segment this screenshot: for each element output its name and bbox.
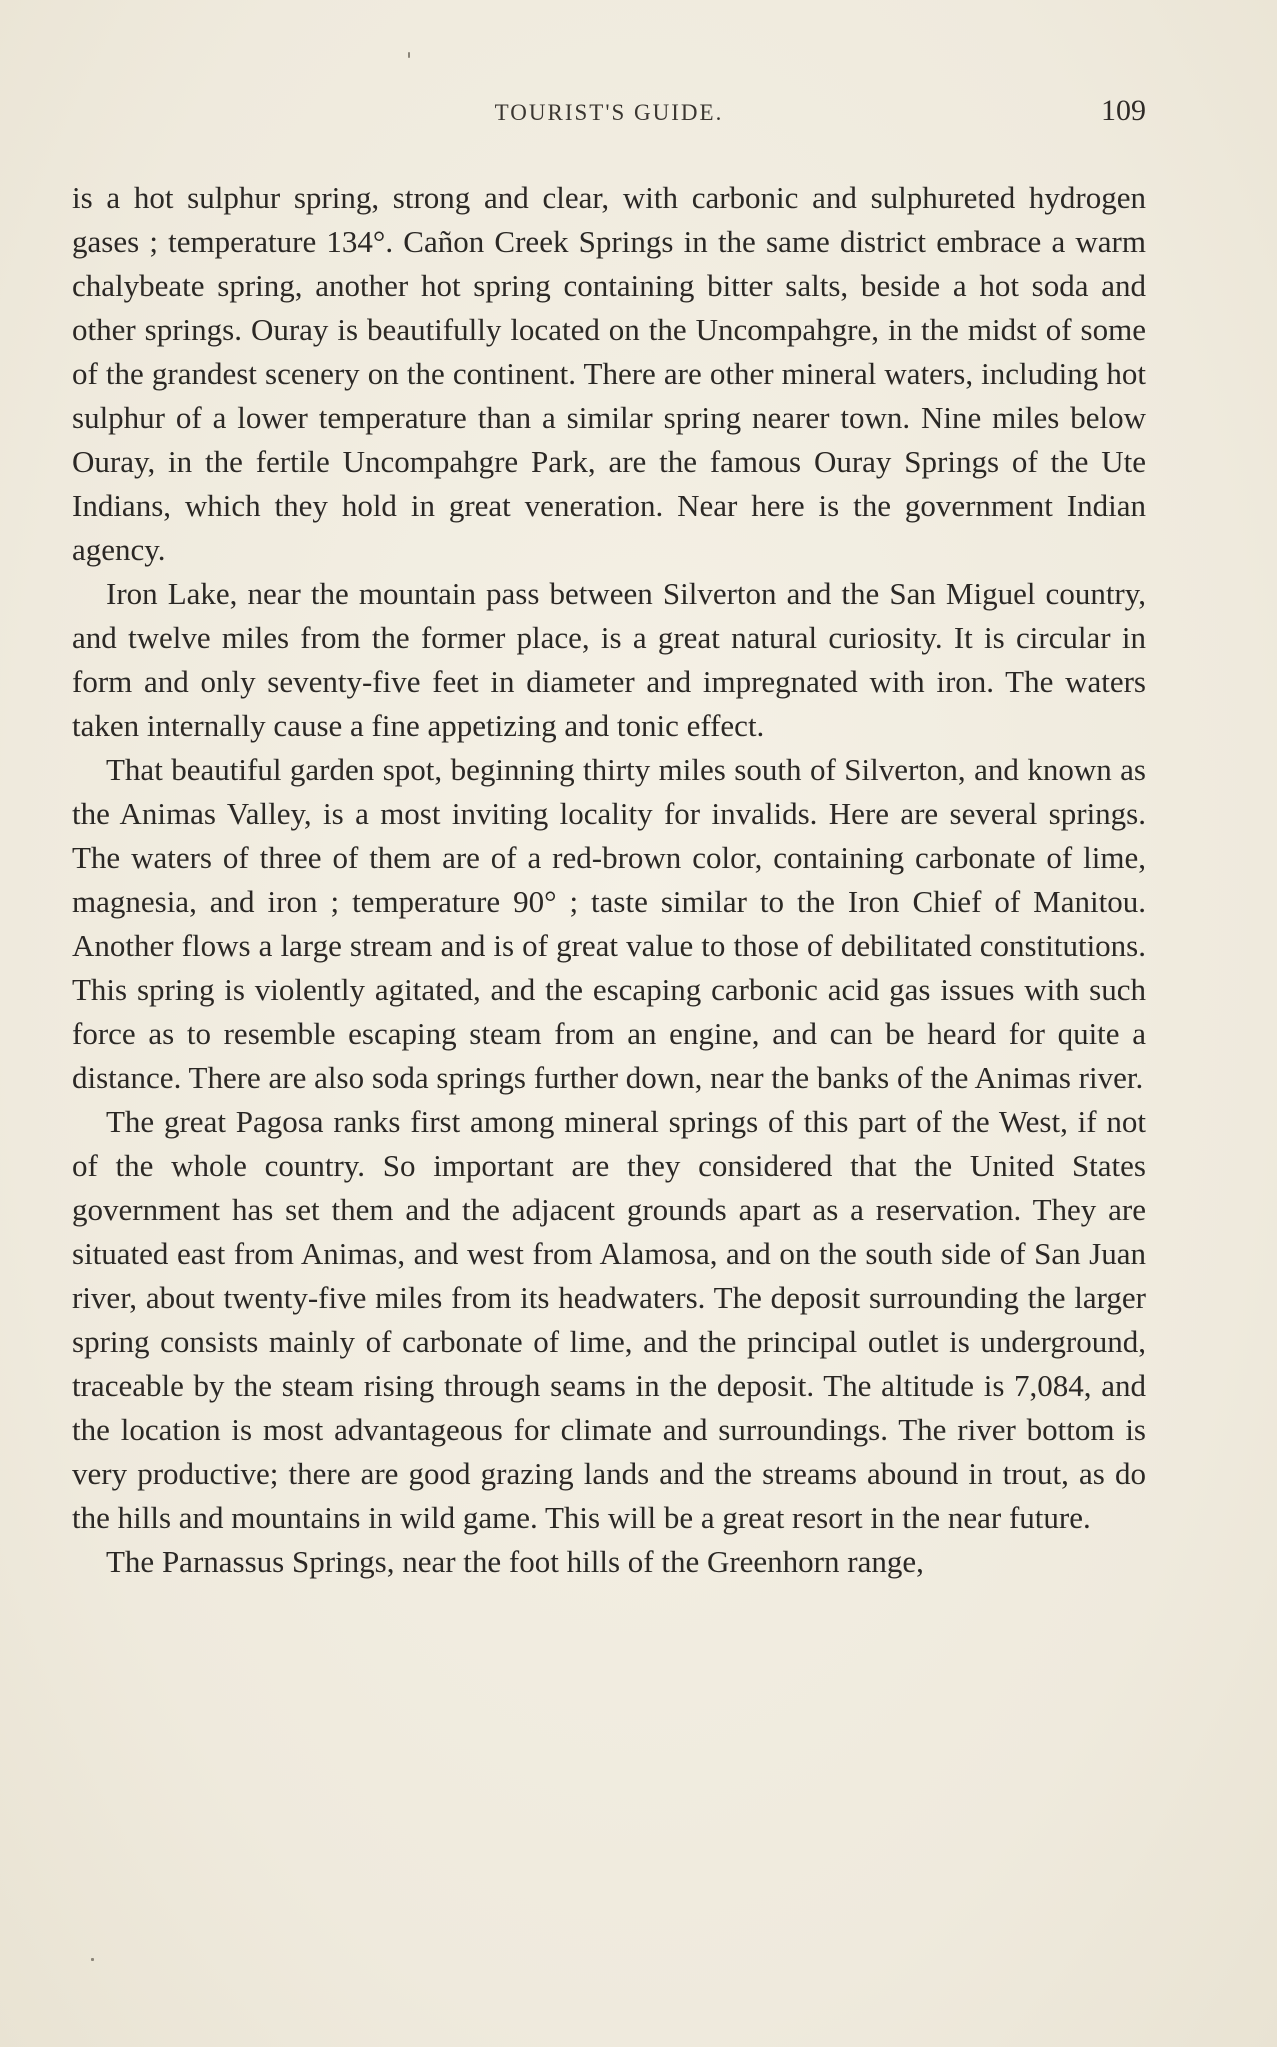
- body-text: [72, 176, 1146, 1584]
- paper-speck: [91, 1958, 94, 1961]
- paragraph: The Parnassus Springs, near the foot hills of the Greenhorn range,: [106, 1544, 924, 1579]
- paragraph: Iron Lake, near the mountain pass between Silverton and the San Miguel country, and twelve miles from the former place, is a great natural curiosity. It is circular in form and only seventy-five feet in diameter and impregnated with iron. The waters taken internally cause a fine appetizing and tonic effect.: [72, 576, 1146, 743]
- paragraph: is a hot sulphur spring, strong and clear, with carbonic and sulphureted hydrogen gases ; temperature 134°. Cañon Creek Springs in the same district embrace a warm chalybeate spring, another hot spring containing bitter salts, beside a hot soda and other springs. Ouray is beautifully located on the Uncompahgre, in the midst of some of the grandest scenery on the continent. There are other mineral waters, including hot sulphur of a lower temperature than a similar spring nearer town. Nine miles below Ouray, in the fertile Uncompahgre Park, are the famous Ouray Springs of the Ute Indians, which they hold in great veneration. Near here is the government Indian agency.: [72, 180, 1146, 567]
- running-head: TOURIST'S GUIDE.: [494, 100, 724, 125]
- paragraph: The great Pagosa ranks first among mineral springs of this part of the West, if not of the whole country. So important are they considered that the United States government has set them and the adjacent grounds apart as a reservation. They are situated east from Animas, and west from Alamosa, and on the south side of San Juan river, about twenty-five miles from its headwaters. The deposit surrounding the larger spring consists mainly of carbonate of lime, and the principal outlet is underground, traceable by the steam rising through seams in the deposit. The altitude is 7,084, and the location is most advantageous for climate and surroundings. The river bottom is very productive; there are good grazing lands and the streams abound in trout, as do the hills and mountains in wild game. This will be a great resort in the near future.: [72, 1104, 1146, 1535]
- paragraph: That beautiful garden spot, beginning thirty miles south of Silverton, and known as the Animas Valley, is a most inviting locality for invalids. Here are several springs. The waters of three of them are of a red-brown color, containing carbonate of lime, magnesia, and iron ; temperature 90° ; taste similar to the Iron Chief of Manitou. Another flows a large stream and is of great value to those of debilitated constitutions. This spring is violently agitated, and the escaping carbonic acid gas issues with such force as to resemble escaping steam from an engine, and can be heard for quite a distance. There are also soda springs further down, near the banks of the Animas river.: [72, 752, 1146, 1095]
- paper-speck: [408, 52, 410, 58]
- page-header: [72, 94, 1146, 136]
- page-number: 109: [1101, 94, 1146, 127]
